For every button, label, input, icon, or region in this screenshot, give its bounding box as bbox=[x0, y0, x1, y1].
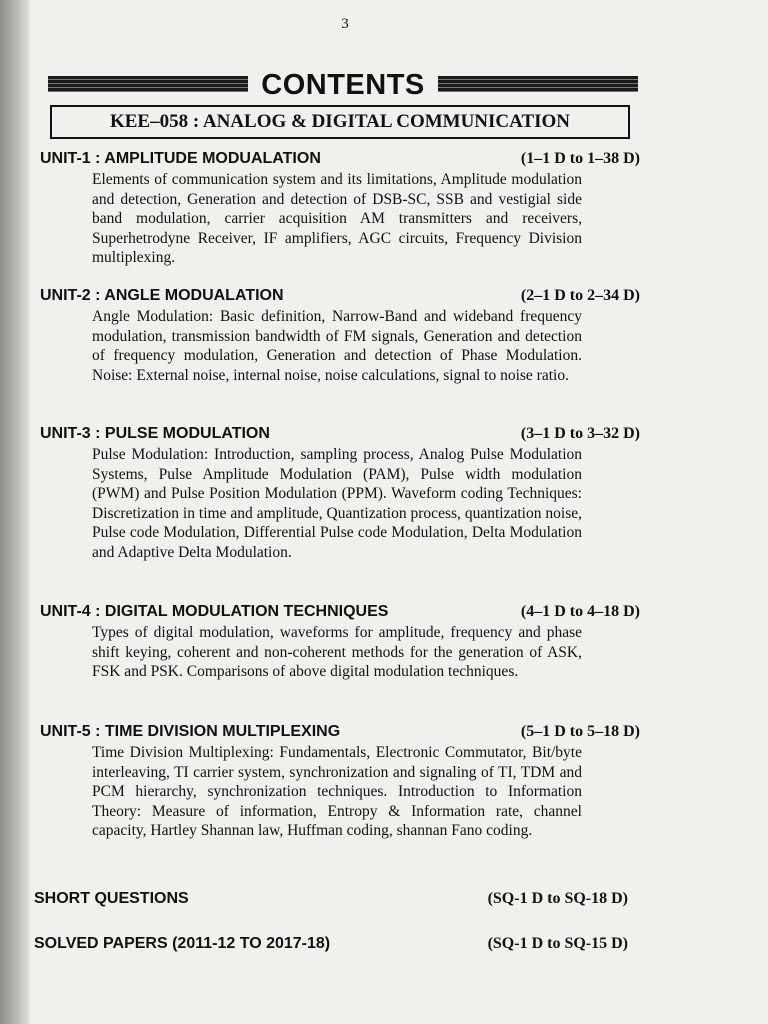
unit-pages: (1–1 D to 1–38 D) bbox=[520, 150, 640, 167]
short-questions-title: SHORT QUESTIONS bbox=[34, 890, 189, 907]
page-number: 3 bbox=[341, 16, 349, 32]
unit-pages: (5–1 D to 5–18 D) bbox=[520, 723, 640, 740]
unit-title: UNIT-4 : DIGITAL MODULATION TECHNIQUES bbox=[40, 603, 389, 620]
unit-heading bbox=[40, 150, 640, 168]
unit-3 bbox=[40, 425, 640, 562]
solved-papers-title: SOLVED PAPERS (2011-12 TO 2017-18) bbox=[34, 935, 331, 952]
unit-pages: (3–1 D to 3–32 D) bbox=[520, 425, 640, 442]
book-spine-shadow bbox=[0, 0, 30, 1024]
contents-header bbox=[48, 70, 638, 102]
unit-title: UNIT-5 : TIME DIVISION MULTIPLEXING bbox=[40, 723, 341, 740]
unit-description: Angle Modulation: Basic definition, Narrow-Band and wideband frequency modulation, transmission bandwidth of FM signals, Generation and detection of frequency modulation, Generation and detection of Phase Modulation. Noise: External noise, internal noise, noise calculations, signal to noise ratio. bbox=[92, 308, 582, 384]
unit-4 bbox=[40, 603, 640, 682]
unit-title: UNIT-3 : PULSE MODULATION bbox=[40, 425, 270, 442]
unit-title: UNIT-2 : ANGLE MODUALATION bbox=[40, 287, 284, 304]
unit-heading bbox=[40, 425, 640, 443]
unit-5 bbox=[40, 723, 640, 841]
subject-title: KEE–058 : ANALOG & DIGITAL COMMUNICATION bbox=[50, 105, 630, 139]
short-questions-pages: (SQ-1 D to SQ-18 D) bbox=[487, 890, 628, 907]
unit-title: UNIT-1 : AMPLITUDE MODUALATION bbox=[40, 150, 321, 167]
solved-papers-pages: (SQ-1 D to SQ-15 D) bbox=[487, 935, 628, 952]
unit-1 bbox=[40, 150, 640, 268]
unit-heading bbox=[40, 723, 640, 741]
short-questions-entry bbox=[34, 890, 628, 908]
contents-title: CONTENTS bbox=[261, 69, 425, 101]
unit-description: Pulse Modulation: Introduction, sampling process, Analog Pulse Modulation Systems, Pulse Amplitude Modulation (PAM), Pulse width modulation (PWM) and Pulse Position Modulation (PPM). Waveform coding Techniques: Discretization in time and amplitude, Quantization process, quantization noise, Pulse code Modulation, Differential Pulse code Modulation, Delta Modulation and Adaptive Delta Modulation. bbox=[92, 446, 582, 561]
unit-2 bbox=[40, 287, 640, 385]
unit-description: Types of digital modulation, waveforms for amplitude, frequency and phase shift keying, coherent and non-coherent methods for the generation of ASK, FSK and PSK. Comparisons of above digital modulation techniques. bbox=[92, 624, 582, 680]
header-rule-left bbox=[48, 76, 248, 92]
solved-papers-entry bbox=[34, 935, 628, 953]
unit-description: Time Division Multiplexing: Fundamentals, Electronic Commutator, Bit/byte interleaving, TI carrier system, synchronization and signaling of TI, TDM and PCM hierarchy, synchronization techniques. Introduction to Information Theory: Measure of information, Entropy & Information rate, channel capacity, Hartley Shannan law, Huffman coding, shannan Fano coding. bbox=[92, 744, 582, 839]
unit-heading bbox=[40, 603, 640, 621]
unit-pages: (4–1 D to 4–18 D) bbox=[520, 603, 640, 620]
unit-heading bbox=[40, 287, 640, 305]
unit-pages: (2–1 D to 2–34 D) bbox=[520, 287, 640, 304]
unit-description: Elements of communication system and its limitations, Amplitude modulation and detection, Generation and detection of DSB-SC, SSB and vestigial side band modulation, carrier acquisition AM transmitters and receivers, Superhetrodyne Receiver, IF amplifiers, AGC circuits, Frequency Division multiplexing. bbox=[92, 171, 582, 266]
header-rule-right bbox=[438, 76, 638, 92]
